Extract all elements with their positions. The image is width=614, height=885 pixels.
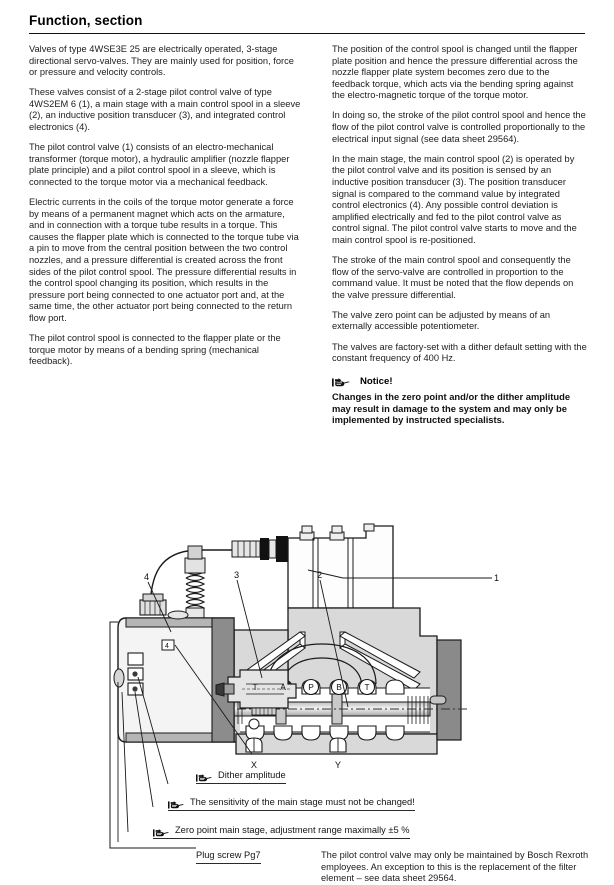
- paragraph: The pilot control spool is connected to the flapper plate or the torque motor by means of a bending spring (mechanical feedback).: [29, 333, 281, 367]
- port-label-P: P: [308, 682, 314, 692]
- right-text-column: [332, 44, 588, 435]
- paragraph: The valve zero point can be adjusted by means of an externally accessible potentiometer.: [332, 309, 551, 332]
- header-divider: [29, 33, 585, 35]
- paragraph: Valves of type 4WSE3E 25 are electrically operated, 3-stage directional servo-valves. They are mainly used for position, force or pressure and velocity controls.: [29, 44, 294, 78]
- notice-block: [332, 376, 588, 426]
- port-label-T-right: T: [364, 682, 370, 692]
- port-label-T-left: T: [252, 682, 258, 692]
- pointing-hand-icon: [153, 828, 170, 838]
- svg-text:4: 4: [165, 643, 169, 650]
- pointing-hand-icon: [168, 800, 185, 810]
- callout-label: Dither amplitude: [218, 770, 286, 780]
- notice-body: Changes in the zero point and/or the dither amplitude may result in damage to the system and may only be implemented by instructed specialists.: [332, 390, 571, 426]
- paragraph: The stroke of the main control spool and consequently the flow of the servo-valve are controlled in proportion to the command value. It must be noted that the flow depends on the valve pressure differential.: [332, 255, 574, 300]
- paragraph: The pilot control valve (1) consists of an electro-mechanical transformer (torque motor), a hydraulic amplifier (nozzle flapper plate principle) and a pilot control spool in a sleeve, which is connected to the torque motor via a mechanical feedback.: [29, 142, 290, 187]
- left-text-column: [29, 44, 301, 376]
- pointing-hand-icon: [196, 773, 213, 783]
- callout-zero-point: [153, 825, 410, 839]
- callout-plug-screw: [196, 850, 261, 864]
- port-label-Y: Y: [334, 760, 342, 770]
- paragraph: The valves are factory-set with a dither default setting with the constant frequency of 400 Hz.: [332, 341, 587, 364]
- paragraph: In doing so, the stroke of the pilot control spool and hence the flow of the pilot control valve is controlled proportionally to the electrical input signal (see data sheet 29564).: [332, 110, 586, 144]
- notice-heading: [332, 376, 588, 387]
- callout-label: Plug screw Pg7: [196, 850, 261, 860]
- paragraph: The position of the control spool is changed until the flapper plate position and hence the pressure differential across the nozzle flapper plate system becomes zero due to the feedback torque, which acts via the bending spring against the electro-magnetic torque of the torque motor.: [332, 44, 578, 101]
- paragraph: Electric currents in the coils of the torque motor generate a force by means of a permanent magnet which acts on the armature, and in connection with a torque tube results in a torque. This causes the flapper plate which is connected to the torque tube via a pin to move from the central position between the two control nozzles, and a pressure differential is created across the front sides of the pilot control spool. The pressure differential results in the control spool changing its position, which results in the pressure port being connected to one actuator port and, at the same time, the other actuator port being connected to the return flow port.: [29, 197, 299, 323]
- item-number-1: 1: [494, 573, 500, 583]
- callout-label: Zero point main stage, adjustment range maximally ±5 %: [175, 825, 410, 835]
- paragraph: In the main stage, the main control spool (2) is operated by the pilot control valve and its position is sensed by an inductive position transducer (3). The position transducer signal is compared to the command value by integrated control electronics (4). Any possible control deviation is amplified electrically and fed to the pilot control valve as control signal. The pilot control valve starts to move and the main control spool is re-positioned.: [332, 153, 577, 245]
- port-label-A: A: [280, 682, 286, 692]
- port-label-X: X: [250, 760, 258, 770]
- notice-title: Notice!: [360, 375, 393, 387]
- paragraph: These valves consist of a 2-stage pilot control valve of type 4WS2EM 6 (1), a main stage with a main control spool in a sleeve (2), an inductive position transducer (3), and integrated control electronics (4).: [29, 87, 301, 133]
- callout-dither-amplitude: [196, 770, 286, 784]
- item-number-3: 3: [234, 570, 240, 580]
- callout-label: The sensitivity of the main stage must not be changed!: [190, 797, 415, 807]
- item-number-4: 4: [144, 572, 150, 582]
- valve-section-diagram: [0, 512, 614, 876]
- page-header: [29, 14, 585, 34]
- pointing-hand-icon: [332, 377, 351, 388]
- page-title: Function, section: [29, 13, 143, 28]
- maintenance-footnote: [321, 850, 589, 885]
- item-number-2: 2: [317, 570, 323, 580]
- callout-sensitivity: [168, 797, 415, 811]
- footnote-text: The pilot control valve may only be maintained by Bosch Rexroth employees. An exception to this is the replacement of the filter element – see data sheet 29564.: [321, 850, 589, 884]
- port-label-B: B: [336, 682, 342, 692]
